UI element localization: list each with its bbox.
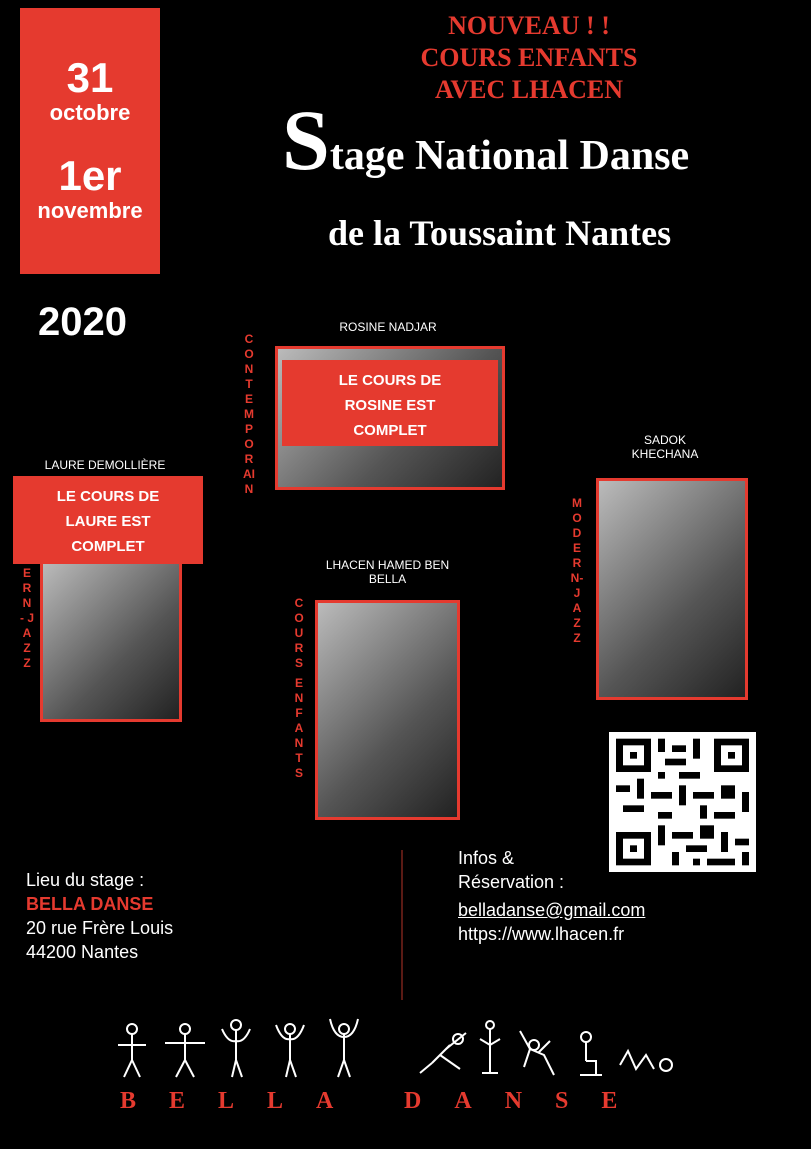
notice-line: ROSINE EST <box>344 397 436 414</box>
title-initial: S <box>282 92 330 188</box>
dancer-icon <box>580 1032 602 1075</box>
title-rest: tage National Danse <box>329 133 690 179</box>
lhacen-photo <box>315 600 460 820</box>
brand-wordmark: BELLA DANSE <box>120 1088 651 1114</box>
month-1: octobre <box>49 100 131 125</box>
dancer-icon <box>520 1031 554 1075</box>
dancer-icon <box>420 1033 466 1073</box>
venue-name: BELLA DANSE <box>26 894 154 914</box>
sadok-style: MODERN-JAZZ <box>570 496 584 645</box>
announcement-line: AVEC LHACEN <box>434 75 624 104</box>
contact-label-1: Infos & <box>458 848 515 868</box>
venue <box>26 868 173 964</box>
announcement-line: NOUVEAU ! ! <box>448 11 610 40</box>
name-line: SADOK <box>643 433 686 447</box>
announcement-line: COURS ENFANTS <box>420 43 638 72</box>
title-line-1 <box>282 92 690 188</box>
venue-city: 44200 Nantes <box>26 942 139 962</box>
divider <box>401 850 403 1000</box>
rosine-complete-notice <box>282 360 498 446</box>
date-box <box>20 8 160 274</box>
laure-name: LAURE DEMOLLIÈRE <box>44 458 166 472</box>
announcement <box>405 10 653 106</box>
rosine-name: ROSINE NADJAR <box>339 320 437 334</box>
dancer-icon <box>620 1051 672 1071</box>
laure-style: ERN - JAZZ <box>20 566 35 670</box>
dancer-icon <box>276 1024 304 1077</box>
year: 2020 <box>38 300 127 344</box>
notice-line: LE COURS DE <box>338 372 442 389</box>
dancer-icon <box>330 1019 358 1077</box>
contact <box>458 846 645 946</box>
contact-label-2: Réservation : <box>458 872 565 892</box>
lhacen-name <box>300 558 475 586</box>
dancer-icon <box>480 1021 500 1073</box>
venue-label: Lieu du stage : <box>26 870 145 890</box>
notice-line: LE COURS DE <box>56 488 160 505</box>
laure-photo <box>40 560 182 722</box>
dancer-icon <box>165 1024 205 1077</box>
dancer-icon <box>222 1020 250 1077</box>
contact-email[interactable]: belladanse@gmail.com <box>458 900 646 920</box>
contact-website[interactable]: https://www.lhacen.fr <box>458 924 625 944</box>
name-line: LHACEN HAMED BEN <box>325 558 450 572</box>
lhacen-style-1: COURS <box>294 596 304 670</box>
laure-complete-notice <box>13 476 203 564</box>
rosine-style: CONTEMPORAIN <box>243 332 255 496</box>
notice-line: COMPLET <box>353 422 427 439</box>
lhacen-style-2: ENFANTS <box>294 676 304 780</box>
day-1: 31 <box>66 54 114 101</box>
name-line: KHECHANA <box>631 447 699 461</box>
day-2: 1er <box>58 152 122 199</box>
sadok-photo <box>596 478 748 700</box>
notice-line: COMPLET <box>71 538 145 555</box>
dancer-icon <box>118 1024 146 1077</box>
month-2: novembre <box>37 198 143 223</box>
dancer-figures-logo <box>110 1015 690 1087</box>
title-line-2: de la Toussaint Nantes <box>328 213 672 253</box>
sadok-name <box>610 433 720 461</box>
venue-street: 20 rue Frère Louis <box>26 918 174 938</box>
notice-line: LAURE EST <box>65 513 151 530</box>
name-line: BELLA <box>368 572 407 586</box>
